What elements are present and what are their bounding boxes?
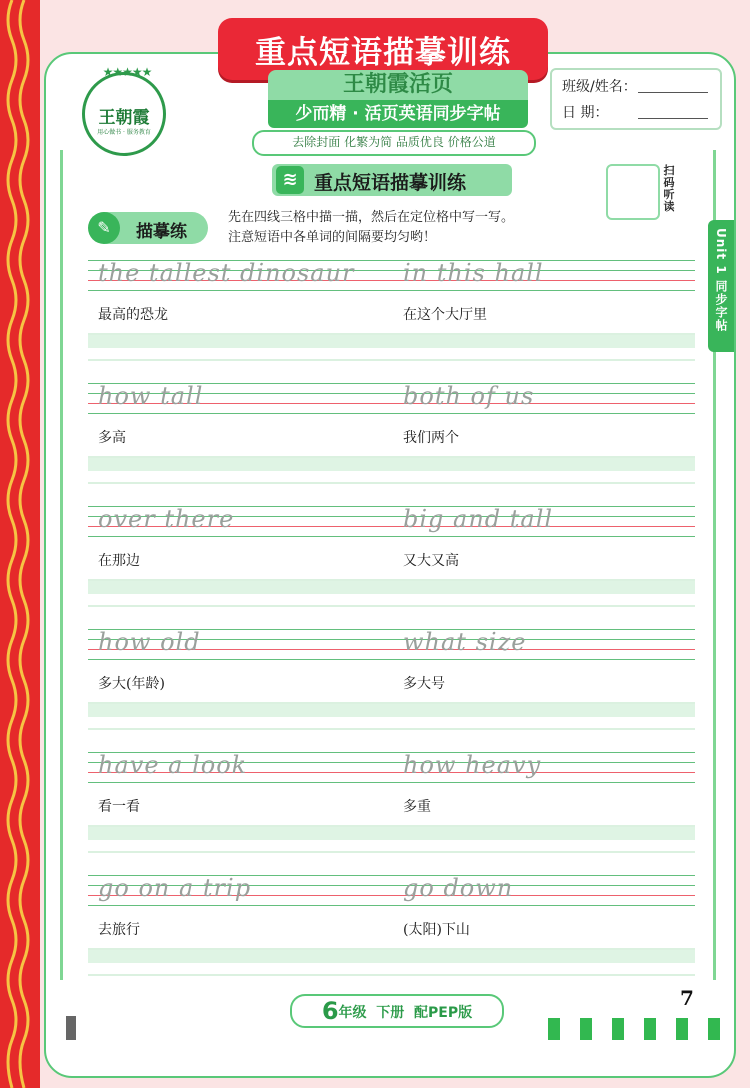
phrase-english-left: how old — [98, 628, 201, 656]
unit-tab-label: Unit 1 同步字帖 — [714, 228, 728, 332]
section-heading-text: 重点短语描摹训练 — [314, 172, 467, 194]
writing-practice-band[interactable] — [88, 568, 695, 610]
series-subtitle: 少而精 · 活页英语同步字帖 — [268, 100, 528, 128]
writing-practice-band[interactable] — [88, 322, 695, 364]
phrase-chinese-left: 多大(年龄) — [98, 676, 165, 692]
wave-pattern — [0, 0, 40, 1088]
binding-mark — [66, 1016, 76, 1040]
phrase-english-right: what size — [403, 628, 527, 656]
writing-band-fill — [88, 335, 695, 348]
phrase-chinese-left: 去旅行 — [98, 922, 140, 938]
writing-practice-band[interactable] — [88, 445, 695, 487]
writing-band-fill — [88, 950, 695, 963]
writing-guide-line — [88, 659, 695, 660]
unit-tab — [708, 220, 734, 352]
writing-band-fill — [88, 704, 695, 717]
phrase-chinese-right: 我们两个 — [403, 430, 459, 446]
brand-logo — [82, 65, 166, 156]
phrase-english-right: big and tall — [403, 505, 554, 533]
series-title-block — [268, 70, 528, 130]
writing-guide-line — [88, 536, 695, 537]
qr-code-icon[interactable] — [606, 164, 660, 220]
phrase-chinese-left: 看一看 — [98, 799, 140, 815]
phrase-chinese-right: 在这个大厅里 — [403, 307, 487, 323]
class-name-field[interactable] — [638, 92, 708, 93]
instruction-line: 注意短语中各单词的间隔要均匀哟！ — [228, 230, 437, 245]
date-field[interactable] — [638, 118, 708, 119]
pencil-icon: ✎ — [88, 212, 120, 244]
phrase-english-right: in this hall — [403, 259, 544, 287]
writing-practice-band[interactable] — [88, 937, 695, 979]
index-bar — [612, 1018, 624, 1040]
index-bar — [708, 1018, 720, 1040]
wave-icon: ≋ — [276, 166, 304, 194]
phrase-row — [88, 629, 695, 739]
phrase-row — [88, 506, 695, 616]
phrase-chinese-right: (太阳)下山 — [403, 922, 470, 938]
instructions — [228, 208, 558, 248]
logo-brand-text: 王朝霞 — [98, 108, 150, 128]
phrase-chinese-right: 多大号 — [403, 676, 445, 692]
left-decorative-border — [0, 0, 40, 1088]
date-label: 日 期： — [562, 105, 609, 121]
logo-sub-text: 用心做书 · 服务教育 — [97, 129, 151, 136]
phrase-chinese-right: 又大又高 — [403, 553, 459, 569]
writing-guide-line — [88, 782, 695, 783]
term-label: 下册 — [376, 1005, 405, 1021]
writing-practice-band[interactable] — [88, 691, 695, 733]
student-info-box — [550, 68, 722, 130]
writing-practice-band[interactable] — [88, 814, 695, 856]
series-title: 王朝霞活页 — [268, 70, 528, 100]
phrase-row — [88, 383, 695, 493]
slogan: 去除封面 化繁为简 品质优良 价格公道 — [252, 130, 536, 156]
writing-guide-line — [88, 290, 695, 291]
phrase-row — [88, 260, 695, 370]
instruction-line: 先在四线三格中描一描，然后在定位格中写一写。 — [228, 210, 515, 225]
grade-edition-badge — [290, 994, 504, 1028]
exercise-label: 描摹练 — [136, 222, 187, 242]
grade-label: 年级 — [338, 1005, 367, 1021]
logo-stars: ★★★★★ — [102, 65, 152, 79]
phrase-english-right: how heavy — [403, 751, 542, 779]
phrase-english-right: go down — [403, 874, 514, 902]
phrase-english-left: the tallest dinosaur — [98, 259, 355, 287]
qr-code-label: 扫码听读 — [663, 164, 675, 213]
writing-guide-line — [88, 905, 695, 906]
page-number: 7 — [680, 986, 694, 1010]
writing-guide-line — [88, 413, 695, 414]
phrase-english-left: have a look — [98, 751, 248, 779]
index-bar — [676, 1018, 688, 1040]
phrase-row — [88, 875, 695, 985]
phrase-english-right: both of us — [403, 382, 535, 410]
index-bar — [580, 1018, 592, 1040]
writing-band-fill — [88, 581, 695, 594]
page-title-banner: 重点短语描摹训练 — [218, 18, 548, 80]
index-bar — [548, 1018, 560, 1040]
phrase-english-left: how tall — [98, 382, 204, 410]
section-heading — [272, 164, 512, 196]
index-bar — [644, 1018, 656, 1040]
exercise-label-pill — [90, 212, 208, 244]
phrase-english-left: over there — [98, 505, 235, 533]
phrase-row — [88, 752, 695, 862]
edition-label: 配PEP版 — [414, 1005, 473, 1021]
phrase-chinese-left: 多高 — [98, 430, 126, 446]
phrase-chinese-left: 在那边 — [98, 553, 140, 569]
grade-number: 6 — [321, 997, 339, 1025]
writing-band-fill — [88, 827, 695, 840]
class-name-label: 班级/姓名： — [562, 79, 637, 95]
writing-band-fill — [88, 458, 695, 471]
phrase-chinese-left: 最高的恐龙 — [98, 307, 168, 323]
phrase-english-left: go on a trip — [98, 874, 252, 902]
phrase-chinese-right: 多重 — [403, 799, 431, 815]
